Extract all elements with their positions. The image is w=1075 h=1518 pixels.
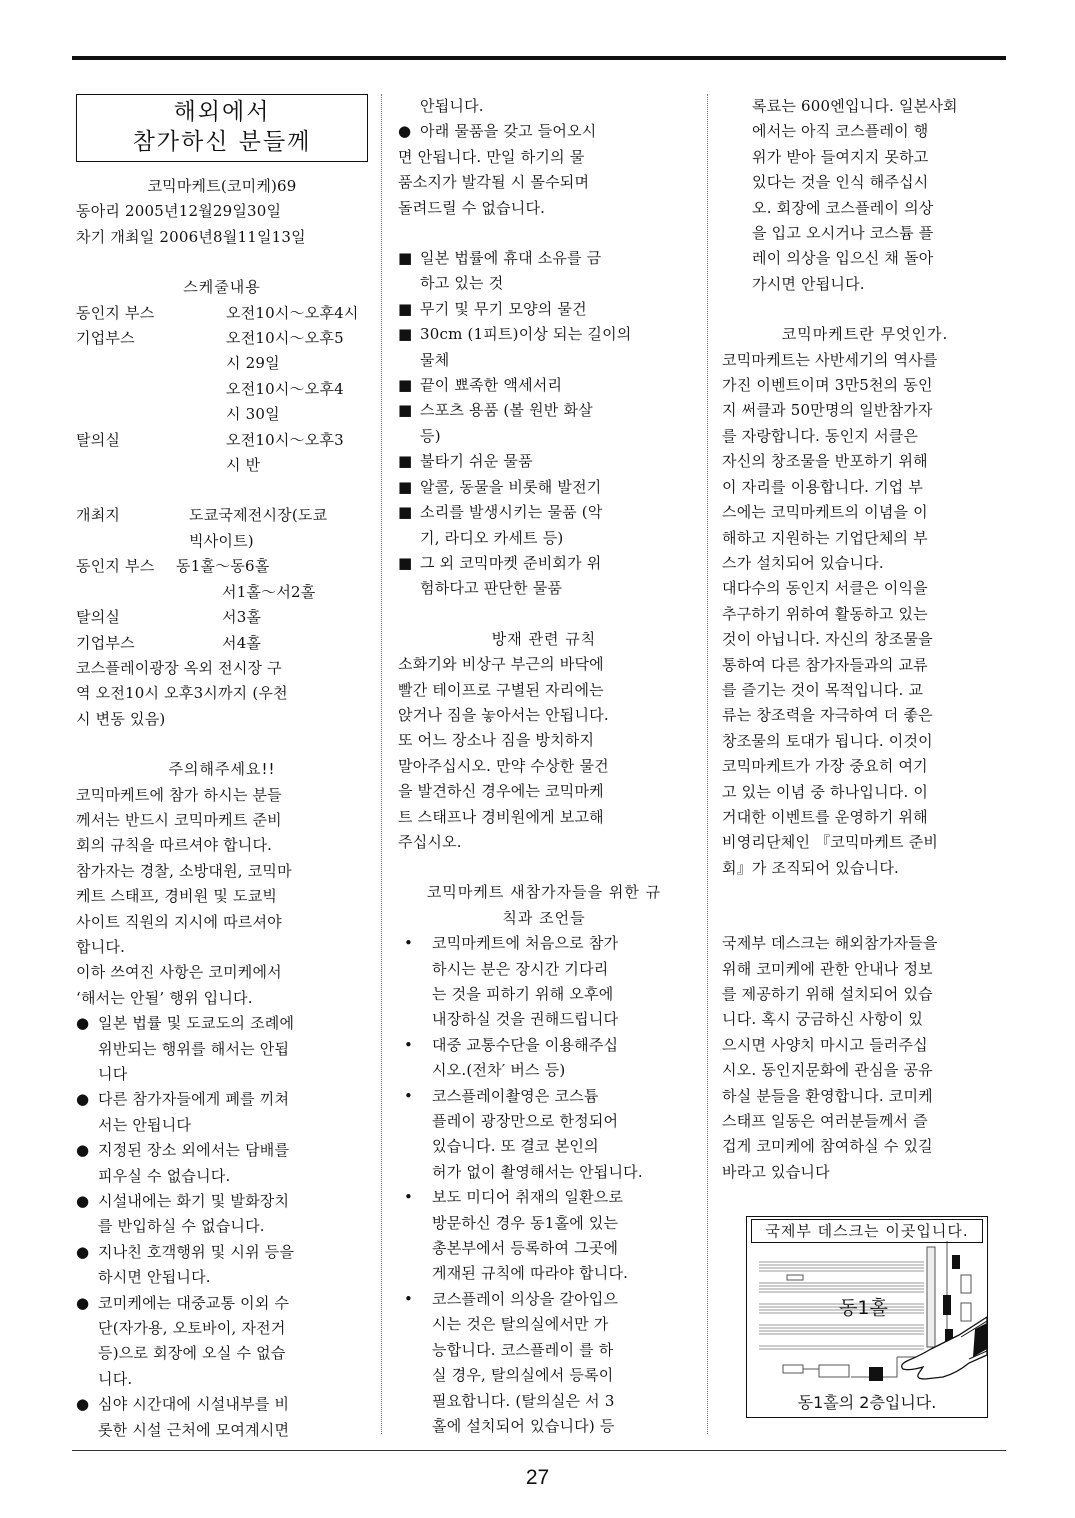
cosplay-line: 코스플레이광장 옥외 전시장 구	[76, 658, 282, 677]
event-name: 코믹마케트(코미케)69	[147, 177, 297, 195]
list-item-line: 게재된 규칙에 따라야 합니다.	[432, 1264, 629, 1283]
venue-row	[76, 503, 368, 528]
caution-line: 케트 스태프, 경비원 및 도쿄빅	[76, 887, 278, 906]
body-line: 스태프 일동은 여러분들께서 즐	[722, 1112, 928, 1131]
list-item	[398, 1185, 690, 1287]
caution-line: 참가자는 경찰, 소방대원, 코믹마	[76, 861, 292, 880]
list-item	[398, 246, 690, 297]
body-line: 를 제공하기 위해 설치되어 있습	[722, 985, 933, 1003]
caution-line: 합니다.	[76, 937, 126, 956]
title-box	[76, 94, 368, 162]
cosplay-line: 역 오전10시 오후3시까지 (우천	[76, 684, 288, 703]
list-item	[76, 1240, 368, 1291]
body-line: 창조물의 토대가 됩니다. 이것이	[722, 731, 933, 750]
column-3	[722, 94, 1008, 1185]
list-item-line: 다른 참가자들에게 폐를 끼쳐	[98, 1090, 290, 1109]
body-line: 가시면 안됩니다.	[752, 274, 865, 293]
dot-bullet-icon: •	[404, 934, 414, 953]
bullet-icon: ●	[76, 1293, 90, 1312]
hall-row	[76, 631, 368, 656]
list-item-line: 실 경우, 탈의실에서 등록이	[432, 1366, 614, 1385]
body-line: 를 즐기는 것이 목적입니다. 교	[722, 680, 924, 699]
cosplay-line: 시 변동 있음)	[76, 709, 166, 728]
list-item-line: 서는 안됩니다	[98, 1115, 192, 1134]
dot-bullet-icon: •	[404, 1086, 414, 1105]
list-item-line: 코스플레이촬영은 코스튬	[432, 1086, 599, 1105]
hall-value: 서4홀	[222, 633, 262, 652]
body-line: 또 어느 장소나 짐을 방치하지	[398, 731, 595, 750]
caution-line: 이하 쓰여진 사항은 코미케에서	[76, 963, 282, 982]
list-item-line: 등)	[420, 426, 441, 445]
body-line: 코믹마케트가 가장 중요히 여기	[722, 757, 928, 776]
schedule-row	[76, 326, 368, 351]
hall-row	[76, 554, 368, 579]
schedule-label: 탈의실	[76, 430, 121, 449]
list-item	[76, 1011, 368, 1087]
list-item-line: 시설내에는 화기 및 발화장치	[98, 1192, 290, 1211]
body-line: 겁게 코미케에 참여하실 수 있길	[722, 1137, 933, 1156]
list-item	[398, 1084, 690, 1186]
list-item	[76, 1291, 368, 1393]
body-line: 말아주십시오. 만약 수상한 물건	[398, 756, 609, 775]
body-line: 자신의 창조물을 반포하기 위해	[722, 452, 928, 471]
body-line: 주십시오.	[398, 832, 462, 851]
title-line-2: 참가하신 분들께	[132, 129, 312, 155]
list-item-line: 코믹마케트에 처음으로 참가	[432, 934, 619, 953]
list-item	[398, 297, 690, 322]
body-line: 니다. 혹시 궁금하신 사항이 있	[722, 1010, 924, 1029]
list-item-line: 허가 없이 촬영해서는 안됩니다.	[432, 1162, 643, 1181]
body-line: 비영리단체인 『코믹마케트 준비	[722, 833, 939, 852]
list-item-line: 능합니다. 코스플레이 를 하	[432, 1340, 614, 1359]
list-item-line: 지정된 장소 외에서는 담배를	[98, 1141, 290, 1160]
body-line: 오. 회장에 코스플레이 의상	[752, 198, 934, 217]
caution-heading: 주의해주세요!!	[168, 760, 276, 779]
list-item	[398, 475, 690, 500]
list-item-line: 방문하신 경우 동1홀에 있는	[432, 1213, 619, 1232]
schedule-row	[76, 301, 368, 326]
caution-line: 코믹마케트에 참가 하시는 분들	[76, 785, 282, 804]
column-separator	[707, 94, 708, 1434]
body-line: 을 발견하신 경우에는 코믹마케	[398, 782, 604, 801]
winter-date: 동아리 2005년12월29일30일	[76, 202, 282, 221]
body-line: 스가 설치되어 있습니다.	[722, 553, 884, 572]
list-item-line: 그 외 코믹마켓 준비회가 위	[420, 553, 602, 572]
schedule-cont: 시 반	[226, 456, 261, 475]
list-item-line: 30cm (1피트)이상 되는 길이의	[420, 325, 632, 344]
body-line: 을 입고 오시거나 코스튬 플	[752, 224, 934, 243]
list-item-line: 니다	[98, 1065, 128, 1083]
body-line: 해하고 지원하는 기업단체의 부	[722, 528, 928, 547]
list-item-line: 소리를 발생시키는 물품 (악	[420, 503, 603, 522]
list-item-line: 끝이 뾰족한 액세서리	[420, 376, 563, 395]
list-item-line: 필요합니다. (탈의실은 서 3	[432, 1391, 615, 1410]
square-bullet-icon: ■	[398, 553, 413, 572]
fire-heading: 방재 관련 규칙	[491, 629, 597, 648]
list-item	[398, 373, 690, 398]
body-line: 소화기와 비상구 부근의 바닥에	[398, 655, 604, 674]
body-line: 류는 창조력을 자극하여 더 좋은	[722, 706, 933, 725]
list-item-line: 롯한 시설 근처에 모여계시면	[98, 1420, 290, 1439]
list-item-line: 등)으로 회장에 오실 수 없습	[98, 1344, 286, 1363]
square-bullet-icon: ■	[398, 401, 413, 420]
schedule-value: 오전10시～오후5	[226, 329, 344, 348]
list-item-line: 단(자가용, 오토바이, 자전거	[98, 1319, 286, 1338]
body-line: 있다는 것을 인식 해주십시	[752, 173, 929, 192]
dot-bullet-icon: •	[404, 1289, 414, 1308]
caution-line: 사이트 직원의 지시에 따르셔야	[76, 912, 282, 931]
bullet-icon: ●	[76, 1014, 90, 1033]
list-item-line: 불타기 쉬운 물품	[420, 452, 533, 471]
hall-label: 기업부스	[76, 633, 135, 652]
list-item-line: 위반되는 행위를 해서는 안됩	[98, 1039, 290, 1058]
next-date: 차기 개최일 2006년8월11일13일	[76, 227, 306, 246]
body-line: 빨간 테이프로 구별된 자리에는	[398, 680, 604, 699]
list-item-line: 있습니다. 또 결코 본인의	[432, 1137, 599, 1156]
list-item-line: 험하다고 판단한 물품	[420, 579, 563, 598]
hall-row	[76, 605, 368, 630]
bottom-rule	[72, 1450, 1006, 1451]
dot-bullet-icon: •	[404, 1188, 414, 1207]
square-bullet-icon: ■	[398, 249, 413, 268]
list-item	[398, 398, 690, 449]
list-item-line: 아래 물품을 갖고 들어오시	[420, 122, 597, 141]
continued-line: 안됩니다.	[420, 97, 484, 115]
list-item	[398, 931, 690, 1033]
body-line: 시오. 동인지문화에 관심을 공유	[722, 1061, 933, 1080]
column-separator	[381, 94, 382, 1434]
hall-value: 서3홀	[222, 608, 262, 627]
square-bullet-icon: ■	[398, 299, 413, 318]
list-item-line: 하고 있는 것	[420, 274, 504, 293]
page-number: 27	[525, 1466, 550, 1489]
column-2	[398, 94, 690, 1439]
square-bullet-icon: ■	[398, 376, 413, 395]
schedule-row	[76, 428, 368, 453]
body-line: 레이 의상을 입으신 채 돌아	[752, 249, 934, 268]
venue-value: 도쿄국제전시장(도쿄	[189, 506, 328, 525]
body-line: 에서는 아직 코스플레이 행	[752, 122, 929, 141]
body-line: 면 안됩니다. 만일 하기의 물	[398, 147, 585, 166]
list-item-line: 물체	[420, 350, 450, 369]
body-line: 으시면 사양치 마시고 들러주십	[722, 1035, 928, 1054]
list-item-line: 대중 교통수단을 이용해주십	[432, 1035, 619, 1054]
schedule-value: 오전10시～오후4시	[226, 303, 359, 322]
bullet-icon: ●	[76, 1090, 90, 1109]
body-line: 회』가 조직되어 있습니다.	[722, 858, 900, 877]
list-item-line: 코스플레이 의상을 갈아입으	[432, 1289, 619, 1308]
list-item	[398, 449, 690, 474]
bullet-icon: ●	[76, 1395, 90, 1414]
hall-value: 동1홀～동6홀	[176, 557, 270, 576]
caution-line: 께서는 반드시 코믹마케트 준비	[76, 810, 282, 829]
dot-bullet-icon: •	[404, 1035, 414, 1054]
bullet-icon: ●	[76, 1242, 90, 1261]
bullet-icon: ●	[76, 1141, 90, 1160]
list-item-line: 내장하실 것을 권해드립니다	[432, 1010, 619, 1029]
body-line: 대다수의 동인지 서클은 이익을	[722, 579, 928, 598]
body-line: 트 스태프나 경비원에게 보고해	[398, 807, 604, 826]
caution-line: 회의 규칙을 따르셔야 합니다.	[76, 836, 273, 855]
list-item-line: 를 반입하실 수 없습니다.	[98, 1217, 265, 1236]
pointing-hand-icon	[902, 1317, 987, 1379]
schedule-heading: 스케줄내용	[183, 278, 261, 297]
hall-label: 동인지 부스	[76, 557, 155, 576]
map-hall-label: 동1홀	[839, 1297, 888, 1319]
body-line: 앉거나 짐을 놓아서는 안됩니다.	[398, 705, 609, 724]
body-line: 위해 코미케에 관한 안내나 정보	[722, 959, 933, 978]
list-item-line: 시는 것은 탈의실에서만 가	[432, 1315, 609, 1334]
list-item-line: 시오.(전차′ 버스 등)	[432, 1061, 566, 1080]
hall-cont: 서1홀～서2홀	[222, 582, 316, 601]
list-item	[76, 1189, 368, 1240]
square-bullet-icon: ■	[398, 325, 413, 344]
body-line: 거대한 이벤트를 운영하기 위해	[722, 807, 928, 826]
list-item	[76, 1087, 368, 1138]
list-item-line: 니다.	[98, 1369, 133, 1388]
body-line: 록료는 600엔입니다. 일본사회	[752, 97, 958, 115]
list-item-line: 스포츠 용품 (볼 원반 화살	[420, 401, 593, 420]
schedule-label: 동인지 부스	[76, 303, 155, 322]
body-line: 바라고 있습니다	[722, 1162, 830, 1181]
map-title: 국제부 데스크는 이곳입니다.	[751, 1219, 983, 1243]
list-item-line: 홀에 설치되어 있습니다) 등	[432, 1416, 615, 1435]
list-item	[398, 322, 690, 373]
list-item-line: 일본 법률에 휴대 소유를 금	[420, 249, 602, 268]
desk-map	[746, 1216, 988, 1418]
schedule-cont: 시 29일	[226, 354, 280, 373]
list-item	[76, 1392, 368, 1443]
list-item	[398, 1033, 690, 1084]
body-line: 가진 이벤트이며 3만5천의 동인	[722, 376, 933, 395]
list-item-line: 총본부에서 등록하여 그곳에	[432, 1239, 619, 1258]
schedule-label: 기업부스	[76, 329, 135, 348]
list-item	[398, 119, 690, 144]
list-item	[398, 500, 690, 551]
list-item-line: 는 것을 피하기 위해 오후에	[432, 985, 614, 1003]
list-item-line: 알콜, 동물을 비롯해 발전기	[420, 477, 602, 496]
body-line: 것이 아닙니다. 자신의 창조물을	[722, 630, 933, 649]
body-line: 통하여 다른 참가자들과의 교류	[722, 655, 928, 674]
list-item-line: 일본 법률 및 도쿄도의 조례에	[98, 1014, 295, 1033]
bullet-icon: ●	[398, 122, 412, 141]
body-line: 고 있는 이념 중 하나입니다. 이	[722, 782, 929, 801]
square-bullet-icon: ■	[398, 503, 413, 522]
caution-line: ‘해서는 안될’ 행위 입니다.	[76, 988, 253, 1007]
list-item	[76, 1138, 368, 1189]
what-heading: 코믹마케트란 무엇인가.	[781, 325, 949, 344]
list-item-line: 피우실 수 없습니다.	[98, 1166, 231, 1185]
top-rule	[72, 56, 1006, 60]
list-item-line: 무기 및 무기 모양의 물건	[420, 299, 587, 318]
body-line: 스에는 코믹마케트의 이념을 이	[722, 503, 928, 522]
body-line: 돌려드릴 수 없습니다.	[398, 198, 546, 217]
body-line: 하실 분들을 환영합니다. 코미케	[722, 1086, 933, 1105]
body-line: 국제부 데스크는 해외참가자들을	[722, 934, 938, 953]
list-item-line: 보도 미디어 취재의 일환으로	[432, 1188, 624, 1207]
column-1	[76, 94, 368, 1443]
square-bullet-icon: ■	[398, 477, 413, 496]
body-line: 코믹마케트는 사반세기의 역사를	[722, 350, 938, 369]
list-item-line: 지나친 호객행위 및 시위 등을	[98, 1242, 295, 1261]
body-line: 이 자리를 이용합니다. 기업 부	[722, 477, 924, 496]
rules-heading: 칙과 조언들	[502, 908, 586, 927]
schedule-cont: 오전10시～오후4	[226, 379, 344, 398]
bullet-icon: ●	[76, 1192, 90, 1211]
body-line: 를 자랑합니다. 동인지 서클은	[722, 426, 919, 445]
schedule-value: 오전10시～오후3	[226, 430, 344, 449]
list-item-line: 심야 시간대에 시설내부를 비	[98, 1395, 290, 1414]
list-item-line: 플레이 광장만으로 한정되어	[432, 1112, 619, 1131]
map-caption: 동1홀의 2층입니다.	[797, 1393, 937, 1412]
body-line: 추구하기 위하여 활동하고 있는	[722, 604, 928, 623]
list-item	[398, 1287, 690, 1439]
list-item-line: 하시는 분은 장시간 기다리	[432, 959, 609, 978]
body-line: 지 써클과 50만명의 일반참가자	[722, 401, 933, 420]
body-line: 위가 받아 들여지지 못하고	[752, 147, 929, 166]
schedule-cont: 시 30일	[226, 405, 280, 424]
list-item-line: 하시면 안됩니다.	[98, 1268, 211, 1287]
venue-label: 개최지	[76, 506, 121, 525]
venue-cont: 빅사이트)	[189, 531, 254, 550]
title-line-1: 해외에서	[173, 99, 271, 125]
rules-heading: 코믹마케트 새참가자들을 위한 규	[426, 883, 662, 902]
list-item-line: 기, 라디오 카세트 등)	[420, 528, 564, 547]
hall-label: 탈의실	[76, 608, 121, 627]
list-item-line: 코미케에는 대중교통 이외 수	[98, 1293, 290, 1312]
square-bullet-icon: ■	[398, 452, 413, 471]
body-line: 품소지가 발각될 시 몰수되며	[398, 173, 590, 192]
list-item	[398, 551, 690, 602]
